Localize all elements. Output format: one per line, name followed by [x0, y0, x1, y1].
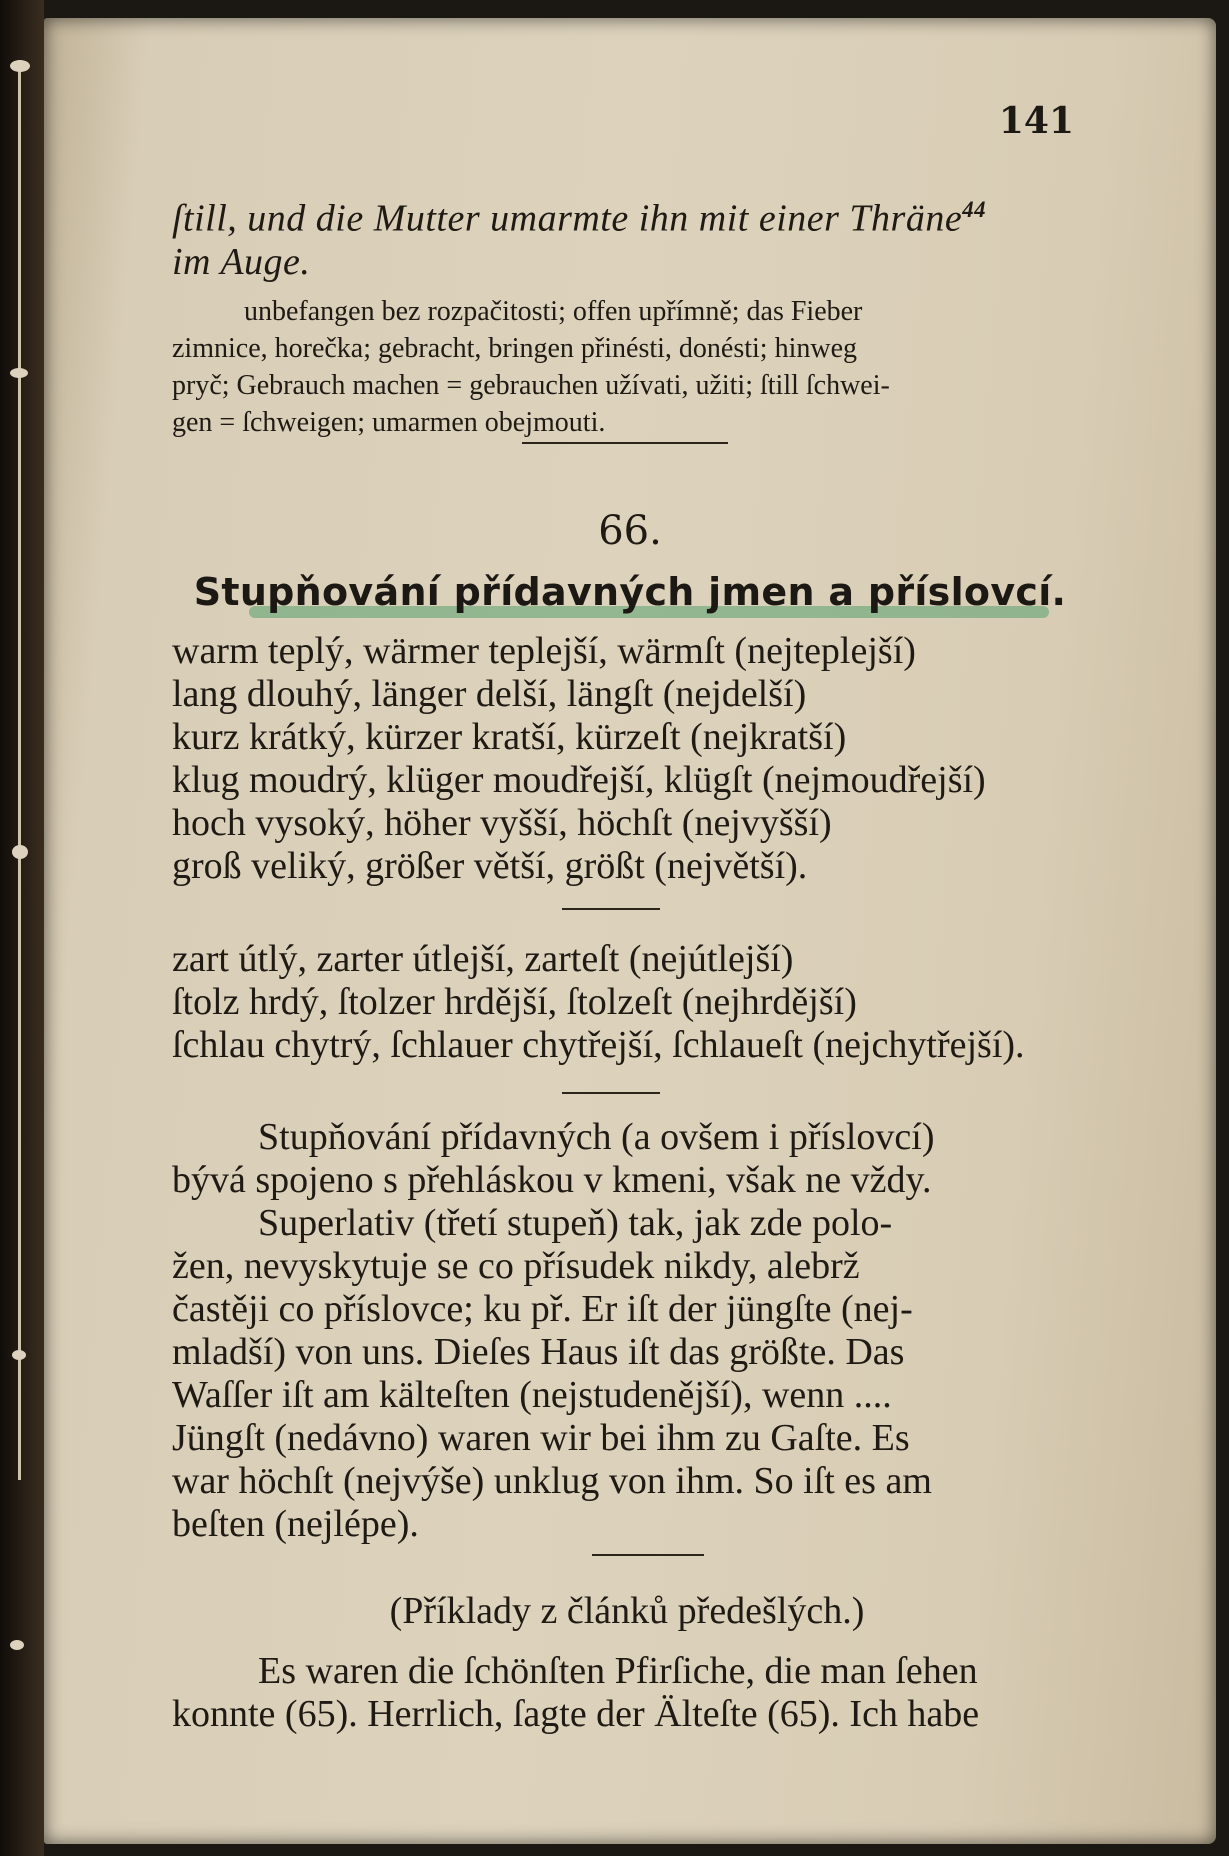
- text-line: Superlativ (třetí stupeň) tak, jak zde polo-: [258, 1202, 893, 1244]
- text-line: beſten (nejlépe).: [172, 1503, 419, 1545]
- vocab-line: pryč; Gebrauch machen = gebrauchen užívati, užiti; ſtill ſchwei-: [172, 370, 890, 401]
- book-spine: [0, 0, 44, 1856]
- vocab-line: gen = ſchweigen; umarmen obejmouti.: [172, 407, 606, 438]
- footnote-marker: 44: [962, 197, 987, 222]
- explanation-paragraph: [172, 1116, 1082, 1546]
- text-line: žen, nevyskytuje se co přísudek nikdy, alebrž: [172, 1245, 860, 1287]
- text-line: Jüngſt (nedávno) waren wir bei ihm zu Gaſte. Es: [172, 1417, 910, 1459]
- text-span: ſtill, und die Mutter umarmte ihn mit einer Thräne: [172, 197, 963, 240]
- page: [44, 18, 1216, 1844]
- comparison-line: warm teplý, wärmer teplejší, wärmſt (nejteplejší): [172, 630, 916, 672]
- comparison-line: kurz krátký, kürzer kratší, kürzeſt (nejkratší): [172, 716, 847, 758]
- text-line: bývá spojeno s přehláskou v kmeni, však ne vždy.: [172, 1159, 932, 1201]
- text-line: Stupňování přídavných (a ovšem i příslovcí): [258, 1116, 935, 1158]
- comparison-line: groß veliký, größer větší, größt (největší).: [172, 845, 808, 887]
- section-number: 66.: [598, 508, 662, 554]
- divider: [562, 1092, 660, 1094]
- spine-dot: [10, 60, 30, 72]
- spine-dot: [12, 845, 28, 859]
- divider: [592, 1554, 704, 1556]
- text-line: Es waren die ſchönſten Pfirſiche, die man ſehen: [258, 1650, 978, 1692]
- vocab-line: unbefangen bez rozpačitosti; offen upřímně; das Fieber: [244, 296, 863, 327]
- comparison-line: zart útlý, zarter útlejší, zarteſt (nejútlejší): [172, 938, 794, 980]
- vocab-line: zimnice, horečka; gebracht, bringen přinésti, donésti; hinweg: [172, 333, 858, 364]
- vocabulary-notes: [172, 293, 1082, 441]
- comparison-list-2: [172, 938, 1082, 1067]
- section-title: Stupňování přídavných jmen a příslovcí.: [193, 570, 1067, 614]
- spine-dot: [10, 368, 28, 378]
- page-number: 141: [998, 100, 1074, 142]
- divider: [522, 442, 728, 444]
- continuation-text: [172, 188, 1082, 284]
- comparison-line: lang dlouhý, länger delší, längſt (nejdelší): [172, 673, 807, 715]
- examples-heading: (Příklady z článků předešlých.): [389, 1590, 865, 1632]
- text-line: [172, 188, 1082, 241]
- comparison-list-1: [172, 630, 1082, 888]
- spine-dot: [12, 1350, 26, 1360]
- text-line: konnte (65). Herrlich, ſagte der Älteſte (65). Ich habe: [172, 1693, 980, 1735]
- text-line: častěji co příslovce; ku př. Er iſt der jüngſte (nej-: [172, 1288, 913, 1330]
- comparison-line: ſtolz hrdý, ſtolzer hrdější, ſtolzeſt (nejhrdější): [172, 981, 857, 1023]
- text-line: mladší) von uns. Dieſes Haus iſt das größte. Das: [172, 1331, 905, 1373]
- comparison-line: ſchlau chytrý, ſchlauer chytřejší, ſchlaueſt (nejchytřejší).: [172, 1024, 1025, 1066]
- spine-dot: [10, 1640, 24, 1650]
- spine-edge-line: [18, 60, 21, 1480]
- text-line: war höchſt (nejvýše) unklug von ihm. So iſt es am: [172, 1460, 932, 1502]
- comparison-line: klug moudrý, klüger moudřejší, klügſt (nejmoudřejší): [172, 759, 986, 801]
- text-line: im Auge.: [172, 240, 311, 283]
- divider: [562, 908, 660, 910]
- examples-paragraph: [172, 1650, 1082, 1736]
- text-line: Waſſer iſt am kälteſten (nejstudenější), wenn ....: [172, 1374, 892, 1416]
- comparison-line: hoch vysoký, höher vyšší, höchſt (nejvyšší): [172, 802, 832, 844]
